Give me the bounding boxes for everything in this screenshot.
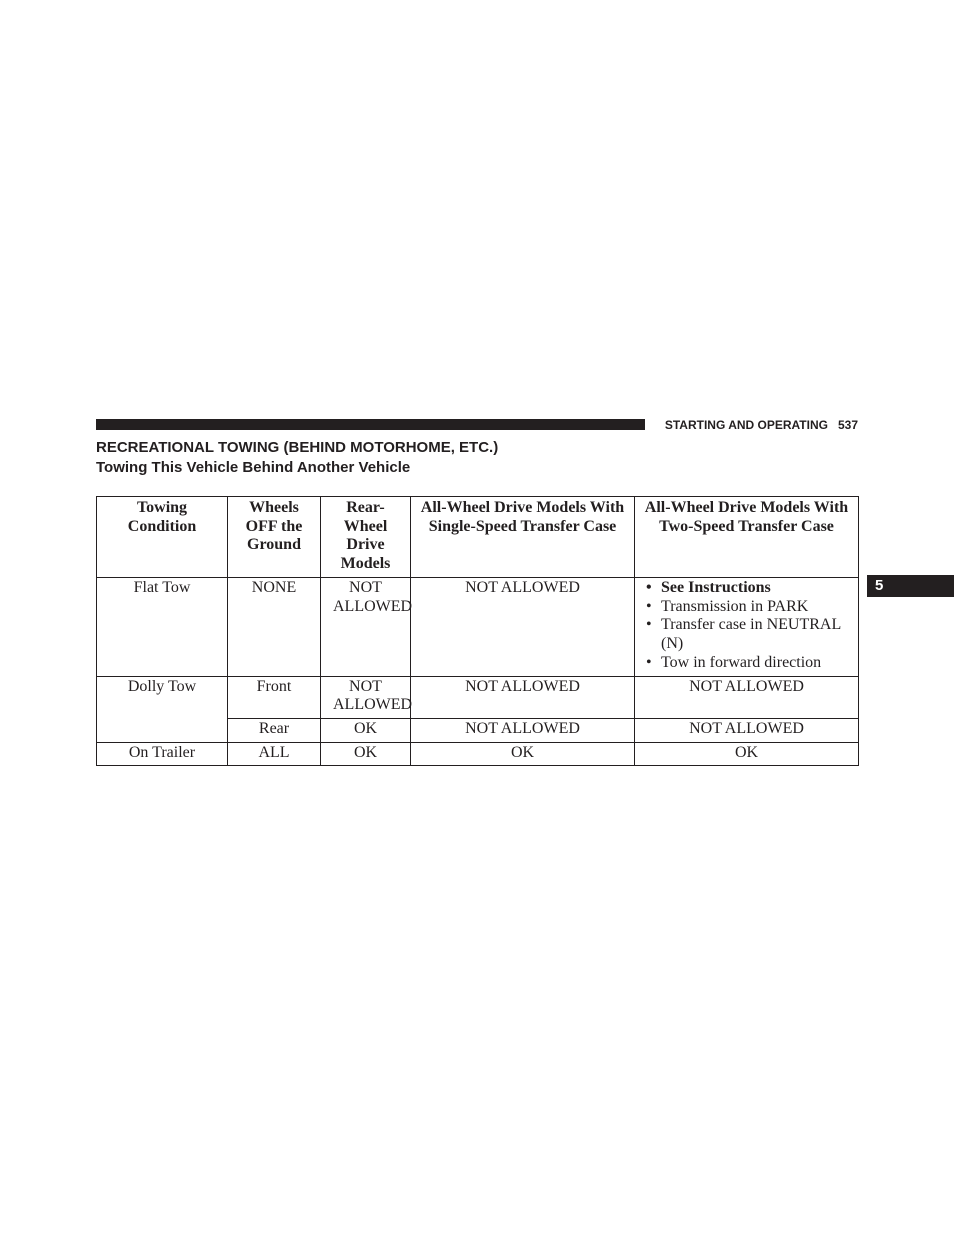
header-awd-single-speed: All-Wheel Drive Models With Single-Speed Transfer Case bbox=[411, 497, 635, 578]
table-row bbox=[97, 578, 859, 677]
header-towing-condition: Towing Condition bbox=[97, 497, 228, 578]
cell-condition: Flat Tow bbox=[97, 578, 228, 677]
cell-awd-two: OK bbox=[635, 742, 859, 766]
instruction-list bbox=[639, 579, 854, 673]
list-item: • Tow in forward direction bbox=[639, 654, 854, 673]
cell-awd-two-instructions bbox=[635, 578, 859, 677]
list-item: • See Instructions bbox=[639, 579, 854, 598]
cell-condition: On Trailer bbox=[97, 742, 228, 766]
section-title: RECREATIONAL TOWING (BEHIND MOTORHOME, ETC.) bbox=[96, 439, 499, 456]
cell-rwd: OK bbox=[321, 742, 411, 766]
cell-wheels: NONE bbox=[228, 578, 321, 677]
header-rule bbox=[96, 419, 645, 430]
table-header-row bbox=[97, 497, 859, 578]
list-item: • Transfer case in NEUTRAL (N) bbox=[639, 616, 854, 653]
cell-wheels: Front bbox=[228, 676, 321, 718]
cell-wheels: ALL bbox=[228, 742, 321, 766]
cell-awd-two: NOT ALLOWED bbox=[635, 676, 859, 718]
header-rwd-models: Rear-Wheel Drive Models bbox=[321, 497, 411, 578]
towing-table bbox=[96, 496, 859, 766]
chapter-tab: 5 bbox=[867, 575, 954, 597]
cell-rwd: OK bbox=[321, 718, 411, 742]
cell-awd-single: OK bbox=[411, 742, 635, 766]
table-row bbox=[97, 742, 859, 766]
list-item: • Transmission in PARK bbox=[639, 598, 854, 617]
cell-awd-single: NOT ALLOWED bbox=[411, 676, 635, 718]
sub-title: Towing This Vehicle Behind Another Vehicle bbox=[96, 459, 411, 476]
header-awd-two-speed: All-Wheel Drive Models With Two-Speed Transfer Case bbox=[635, 497, 859, 578]
running-head-section: STARTING AND OPERATING bbox=[664, 418, 828, 432]
header-wheels-off-ground: Wheels OFF the Ground bbox=[228, 497, 321, 578]
page-number: 537 bbox=[837, 418, 858, 432]
running-head bbox=[665, 418, 858, 432]
cell-awd-single: NOT ALLOWED bbox=[411, 578, 635, 677]
cell-awd-two: NOT ALLOWED bbox=[635, 718, 859, 742]
cell-awd-single: NOT ALLOWED bbox=[411, 718, 635, 742]
cell-rwd: NOT ALLOWED bbox=[321, 676, 411, 718]
cell-rwd: NOT ALLOWED bbox=[321, 578, 411, 677]
cell-condition: Dolly Tow bbox=[97, 676, 228, 742]
table-row bbox=[97, 676, 859, 718]
cell-wheels: Rear bbox=[228, 718, 321, 742]
